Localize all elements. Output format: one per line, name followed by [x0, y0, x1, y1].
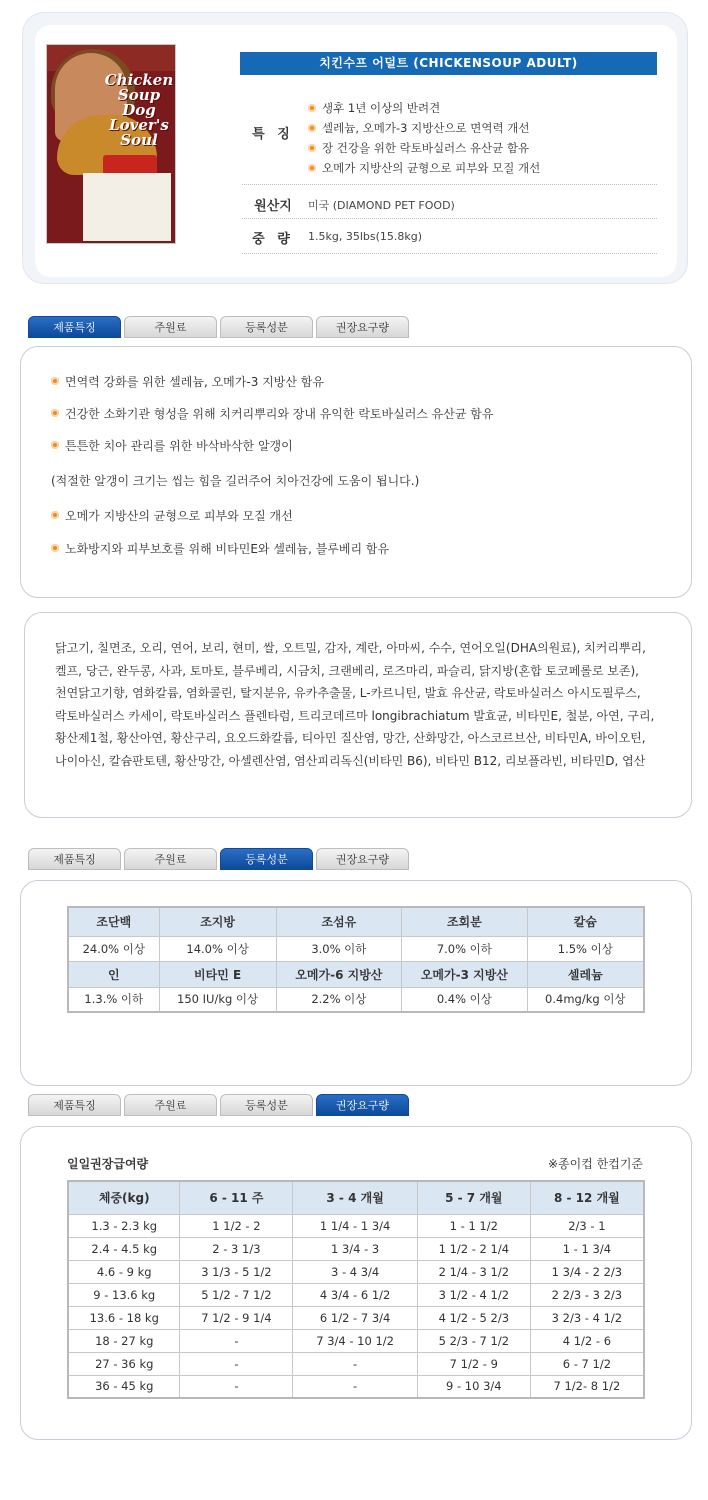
- analysis-header-cell: 조지방: [159, 907, 276, 936]
- spec-row-weight: [242, 220, 657, 254]
- feeding-cell: 2 1/4 - 3 1/2: [417, 1260, 530, 1283]
- feeding-cell: 3 2/3 - 4 1/2: [530, 1306, 644, 1329]
- feeding-cell: 4 1/2 - 6: [530, 1329, 644, 1352]
- feeding-header-cell: 5 - 7 개월: [417, 1181, 530, 1214]
- analysis-header-cell: 조단백: [68, 907, 159, 936]
- analysis-header-row: [68, 961, 644, 987]
- feature-bullet: 오메가 지방산의 균형으로 피부와 모질 개선: [51, 507, 493, 524]
- feeding-cell: 5 1/2 - 7 1/2: [180, 1283, 293, 1306]
- feeding-title: 일일권장급여량: [67, 1157, 149, 1171]
- analysis-value-cell: 1.5% 이상: [527, 936, 644, 961]
- feeding-cell: 27 - 36 kg: [68, 1352, 180, 1375]
- analysis-value-row: [68, 936, 644, 961]
- feeding-cell: 4.6 - 9 kg: [68, 1260, 180, 1283]
- tab-analysis[interactable]: 등록성분: [220, 316, 313, 338]
- feature-bullet: 노화방지와 피부보호를 위해 비타민E와 셀레늄, 블루베리 함유: [51, 540, 493, 557]
- feature-item: 오메가 지방산의 균형으로 피부와 모질 개선: [308, 158, 540, 178]
- feature-note: (적절한 알갱이 크기는 씹는 힘을 길러주어 치아건강에 도움이 됩니다.): [51, 474, 420, 488]
- package-info-panel: [83, 173, 171, 241]
- analysis-value-cell: 0.4% 이상: [402, 987, 528, 1012]
- analysis-header-cell: 오메가-6 지방산: [276, 961, 402, 987]
- feeding-cell: 9 - 10 3/4: [417, 1375, 530, 1398]
- feeding-table: [67, 1180, 645, 1399]
- tab-analysis[interactable]: 등록성분: [220, 848, 313, 870]
- feeding-cell: 1 - 1 3/4: [530, 1237, 644, 1260]
- feeding-cell: 5 2/3 - 7 1/2: [417, 1329, 530, 1352]
- features-list: [308, 98, 540, 178]
- tab-feeding[interactable]: 권장요구량: [316, 1094, 409, 1116]
- analysis-panel: [20, 880, 692, 1086]
- feeding-cell: 2.4 - 4.5 kg: [68, 1237, 180, 1260]
- features-label: 특 징: [252, 127, 294, 142]
- ingredients-line: 황산제1철, 황산아연, 황산구리, 요오드화칼륨, 티아민 질산염, 망간, 산화망간, 아스코르브산, 비타민A, 바이오틴,: [55, 731, 646, 746]
- ingredients-line: 락토바실러스 카세이, 락토바실러스 플렌타럼, 트리코데르마 longibrachiatum 발효균, 비타민E, 철분, 아연, 구리,: [55, 708, 655, 723]
- feeding-cell: -: [293, 1375, 417, 1398]
- ingredients-line: 나이아신, 칼슘판토텐, 황산망간, 아셀렌산염, 염산피리독신(비타민 B6), 비타민 B12, 리보플라빈, 비타민D, 엽산: [55, 753, 646, 768]
- feeding-cell: 3 - 4 3/4: [293, 1260, 417, 1283]
- feeding-cell: 1 3/4 - 3: [293, 1237, 417, 1260]
- analysis-value-cell: 14.0% 이상: [159, 936, 276, 961]
- tab-feeding[interactable]: 권장요구량: [316, 848, 409, 870]
- tab-analysis[interactable]: 등록성분: [220, 1094, 313, 1116]
- tab-bar-analysis: [26, 848, 426, 872]
- analysis-header-cell: 조회분: [402, 907, 528, 936]
- analysis-value-cell: 24.0% 이상: [68, 936, 159, 961]
- feeding-row: [68, 1329, 644, 1352]
- feature-item: 셀레늄, 오메가-3 지방산으로 면역력 개선: [308, 118, 540, 138]
- tab-features[interactable]: 제품특징: [28, 316, 121, 338]
- feeding-cell: 9 - 13.6 kg: [68, 1283, 180, 1306]
- analysis-header-cell: 조섬유: [276, 907, 402, 936]
- features-bullet-list: [51, 373, 493, 557]
- analysis-value-row: [68, 987, 644, 1012]
- feeding-cell: 1 1/2 - 2 1/4: [417, 1237, 530, 1260]
- origin-value: 미국 (DIAMOND PET FOOD): [308, 199, 455, 212]
- feeding-cell: 4 1/2 - 5 2/3: [417, 1306, 530, 1329]
- origin-label: 원산지: [254, 199, 292, 214]
- feeding-header-cell: 3 - 4 개월: [293, 1181, 417, 1214]
- ingredients-panel: [24, 612, 692, 818]
- feeding-cell: 1 - 1 1/2: [417, 1214, 530, 1237]
- feeding-cell: 7 1/2 - 9: [417, 1352, 530, 1375]
- ingredients-line: 닭고기, 칠면조, 오리, 연어, 보리, 현미, 쌀, 오트밀, 감자, 계란, 아마씨, 수수, 연어오일(DHA의원료), 치커리뿌리,: [55, 641, 646, 655]
- product-image: [46, 44, 176, 244]
- feeding-cell: -: [180, 1329, 293, 1352]
- feeding-cell: 7 3/4 - 10 1/2: [293, 1329, 417, 1352]
- feeding-cell: 4 3/4 - 6 1/2: [293, 1283, 417, 1306]
- feeding-cell: 1.3 - 2.3 kg: [68, 1214, 180, 1237]
- feeding-row: [68, 1214, 644, 1237]
- tab-ingredients[interactable]: 주원료: [124, 316, 217, 338]
- analysis-header-cell: 비타민 E: [159, 961, 276, 987]
- feeding-cell: 3 1/2 - 4 1/2: [417, 1283, 530, 1306]
- analysis-header-cell: 셀레늄: [527, 961, 644, 987]
- feeding-row: [68, 1283, 644, 1306]
- spec-row-features: [242, 90, 657, 185]
- feeding-row: [68, 1352, 644, 1375]
- feeding-cell: 6 1/2 - 7 3/4: [293, 1306, 417, 1329]
- analysis-value-cell: 2.2% 이상: [276, 987, 402, 1012]
- feature-bullet: 건강한 소화기관 형성을 위해 치커리뿌리와 장내 유익한 락토바실러스 유산균 함유: [51, 405, 493, 422]
- analysis-value-cell: 7.0% 이하: [402, 936, 528, 961]
- feeding-row: [68, 1237, 644, 1260]
- tab-bar-feeding: [26, 1094, 426, 1118]
- feature-bullet: 면역력 강화를 위한 셀레늄, 오메가-3 지방산 함유: [51, 373, 493, 390]
- analysis-header-row: [68, 907, 644, 936]
- feeding-header-cell: 8 - 12 개월: [530, 1181, 644, 1214]
- feeding-cell: 13.6 - 18 kg: [68, 1306, 180, 1329]
- feeding-cell: 2 2/3 - 3 2/3: [530, 1283, 644, 1306]
- analysis-value-cell: 0.4mg/kg 이상: [527, 987, 644, 1012]
- ingredients-line: 켈프, 당근, 완두콩, 사과, 토마토, 블루베리, 시금치, 크랜베리, 로즈마리, 파슬리, 닭지방(혼합 토코페롤로 보존),: [55, 663, 639, 678]
- feeding-cell: 1 1/2 - 2: [180, 1214, 293, 1237]
- weight-label: 중 량: [252, 232, 294, 247]
- feeding-cell: 36 - 45 kg: [68, 1375, 180, 1398]
- package-logo: Chicken Soup Dog Lover's Soul: [104, 71, 174, 149]
- analysis-value-cell: 3.0% 이하: [276, 936, 402, 961]
- feature-item: 생후 1년 이상의 반려견: [308, 98, 540, 118]
- feeding-cell: 1 3/4 - 2 2/3: [530, 1260, 644, 1283]
- tab-bar-features: [26, 316, 426, 340]
- analysis-header-cell: 칼슘: [527, 907, 644, 936]
- feeding-cell: 7 1/2- 8 1/2: [530, 1375, 644, 1398]
- analysis-header-cell: 인: [68, 961, 159, 987]
- feeding-row: [68, 1306, 644, 1329]
- feeding-cell: 2 - 3 1/3: [180, 1237, 293, 1260]
- feeding-cell: -: [293, 1352, 417, 1375]
- feeding-cell: 6 - 7 1/2: [530, 1352, 644, 1375]
- feeding-cell: 18 - 27 kg: [68, 1329, 180, 1352]
- tab-features[interactable]: 제품특징: [28, 1094, 121, 1116]
- product-title: 치킨수프 어덜트 (CHICKENSOUP ADULT): [240, 52, 657, 75]
- tab-ingredients[interactable]: 주원료: [124, 1094, 217, 1116]
- tab-feeding[interactable]: 권장요구량: [316, 316, 409, 338]
- tab-ingredients[interactable]: 주원료: [124, 848, 217, 870]
- feeding-note: ※종이컵 한컵기준: [547, 1157, 643, 1171]
- feeding-cell: -: [180, 1375, 293, 1398]
- feeding-row: [68, 1375, 644, 1398]
- ingredients-text: [55, 637, 685, 773]
- spec-row-origin: [242, 186, 657, 219]
- analysis-table: [67, 906, 645, 1013]
- feeding-cell: 1 1/4 - 1 3/4: [293, 1214, 417, 1237]
- feeding-cell: 7 1/2 - 9 1/4: [180, 1306, 293, 1329]
- feeding-row: [68, 1260, 644, 1283]
- feeding-header-row: [68, 1181, 644, 1214]
- analysis-header-cell: 오메가-3 지방산: [402, 961, 528, 987]
- features-panel: [20, 346, 692, 598]
- ingredients-line: 천연닭고기향, 염화칼륨, 염화콜린, 탈지분유, 유카추출물, L-카르니틴, 발효 유산균, 락토바실러스 아시도필루스,: [55, 686, 641, 701]
- feature-item: 장 건강을 위한 락토바실러스 유산균 함유: [308, 138, 540, 158]
- feeding-header-cell: 체중(kg): [68, 1181, 180, 1214]
- feeding-header-cell: 6 - 11 주: [180, 1181, 293, 1214]
- feeding-cell: 2/3 - 1: [530, 1214, 644, 1237]
- feeding-cell: 3 1/3 - 5 1/2: [180, 1260, 293, 1283]
- analysis-value-cell: 1.3.% 이하: [68, 987, 159, 1012]
- analysis-value-cell: 150 IU/kg 이상: [159, 987, 276, 1012]
- feeding-panel: [20, 1126, 692, 1440]
- weight-value: 1.5kg, 35lbs(15.8kg): [308, 230, 423, 243]
- tab-features[interactable]: 제품특징: [28, 848, 121, 870]
- feeding-cell: -: [180, 1352, 293, 1375]
- feature-bullet: 튼튼한 치아 관리를 위한 바삭바삭한 알갱이: [51, 437, 493, 454]
